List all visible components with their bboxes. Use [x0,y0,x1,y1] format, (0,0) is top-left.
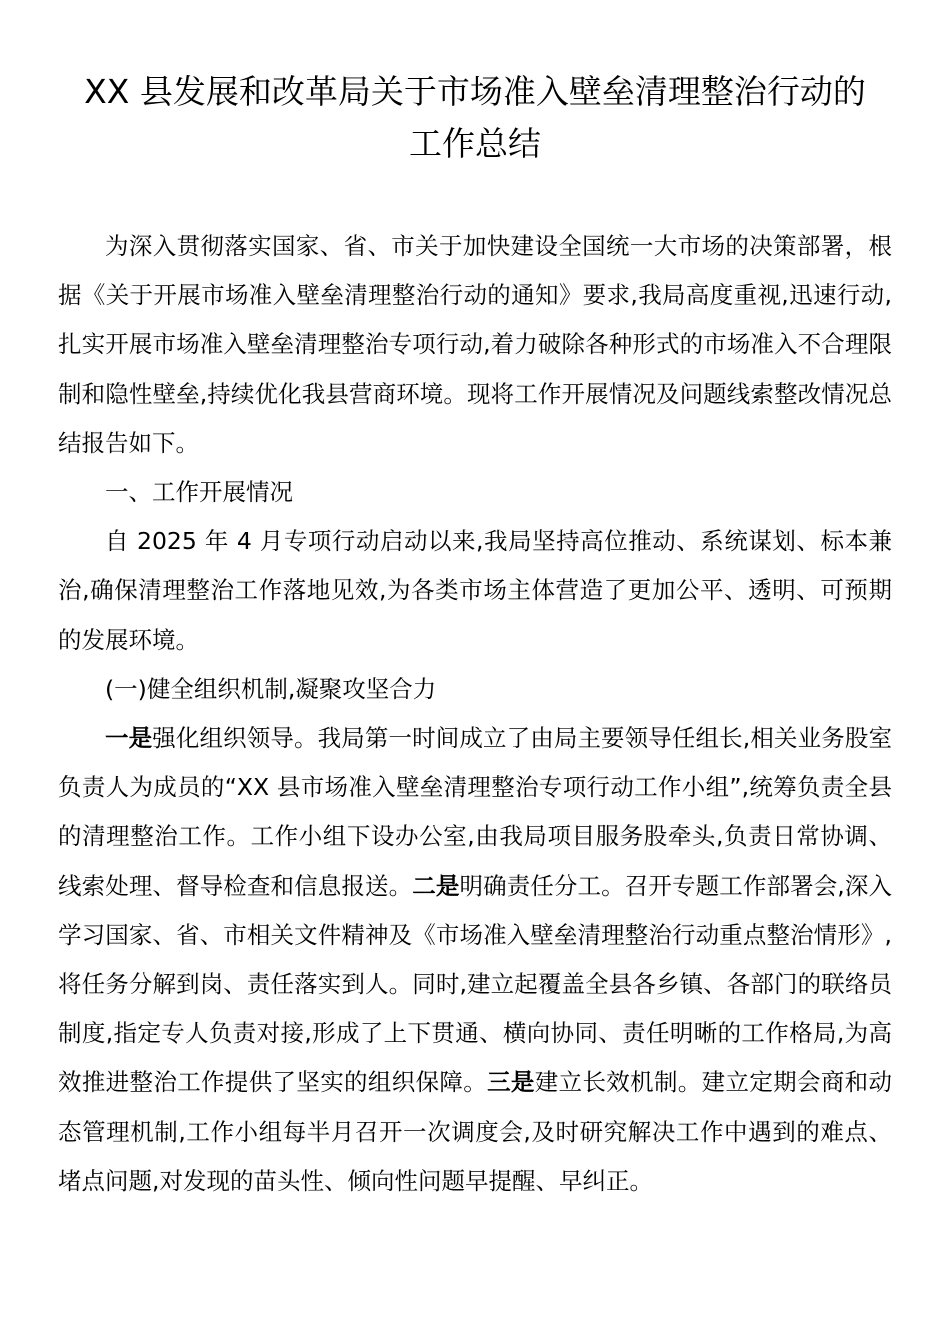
section-overview-paragraph [58,517,892,665]
title-line-2: 工作总结 [409,124,541,163]
document-body [58,222,892,1206]
measure-two-text: 明确责任分工。召开专题工作部署会,深入学习国家、省、市相关文件精神及《市场准入壁垒清理整治行动重点整治情形》,将任务分解到岗、责任落实到人。同时,建立起覆盖全县各乡镇、各部门的联络员制度,指定专人负责对接,形成了上下贯通、横向协同、责任明晰的工作格局,为高效推进整治工作提供了坚实的组织保障。 [58,871,893,1097]
section-heading-work-progress [58,468,892,517]
measure-one-text: 强化组织领导。我局第一时间成立了由局主要领导任组长,相关业务股室负责人为成员的“XX 县市场准入壁垒清理整治专项行动工作小组”,统筹负责全县的清理整治工作。工作小组下设办公室,由我局项目服务股牵头,负责日常协调、线索处理、督导检查和信息报送。 [58,724,892,900]
intro-paragraph [58,222,892,468]
subsection-heading-text: (一)健全组织机制,凝聚攻坚合力 [105,674,437,703]
subsection-heading-organization [58,665,892,714]
lead-first: 一是 [105,724,153,753]
section-heading-text: 一、工作开展情况 [105,478,293,507]
organization-measures-paragraph [58,714,892,1206]
measure-three-text: 建立长效机制。建立定期会商和动态管理机制,工作小组每半月召开一次调度会,及时研究解决工作中遇到的难点、堵点问题,对发现的苗头性、倾向性问题早提醒、早纠正。 [58,1068,893,1195]
lead-third: 三是 [487,1068,535,1097]
intro-text: 为深入贯彻落实国家、省、市关于加快建设全国统一大市场的决策部署，根据《关于开展市场准入壁垒清理整治行动的通知》要求,我局高度重视,迅速行动,扎实开展市场准入壁垒清理整治专项行动,着力破除各种形式的市场准入不合理限制和隐性壁垒,持续优化我县营商环境。现将工作开展情况及问题线索整改情况总结报告如下。 [58,232,892,457]
document-title [58,66,892,170]
document-page [58,66,892,1206]
section-overview-text: 自 2025 年 4 月专项行动启动以来,我局坚持高位推动、系统谋划、标本兼治,确保清理整治工作落地见效,为各类市场主体营造了更加公平、透明、可预期的发展环境。 [58,527,892,654]
lead-second: 二是 [412,871,460,900]
title-line-1: XX 县发展和改革局关于市场准入壁垒清理整治行动的 [84,72,866,111]
